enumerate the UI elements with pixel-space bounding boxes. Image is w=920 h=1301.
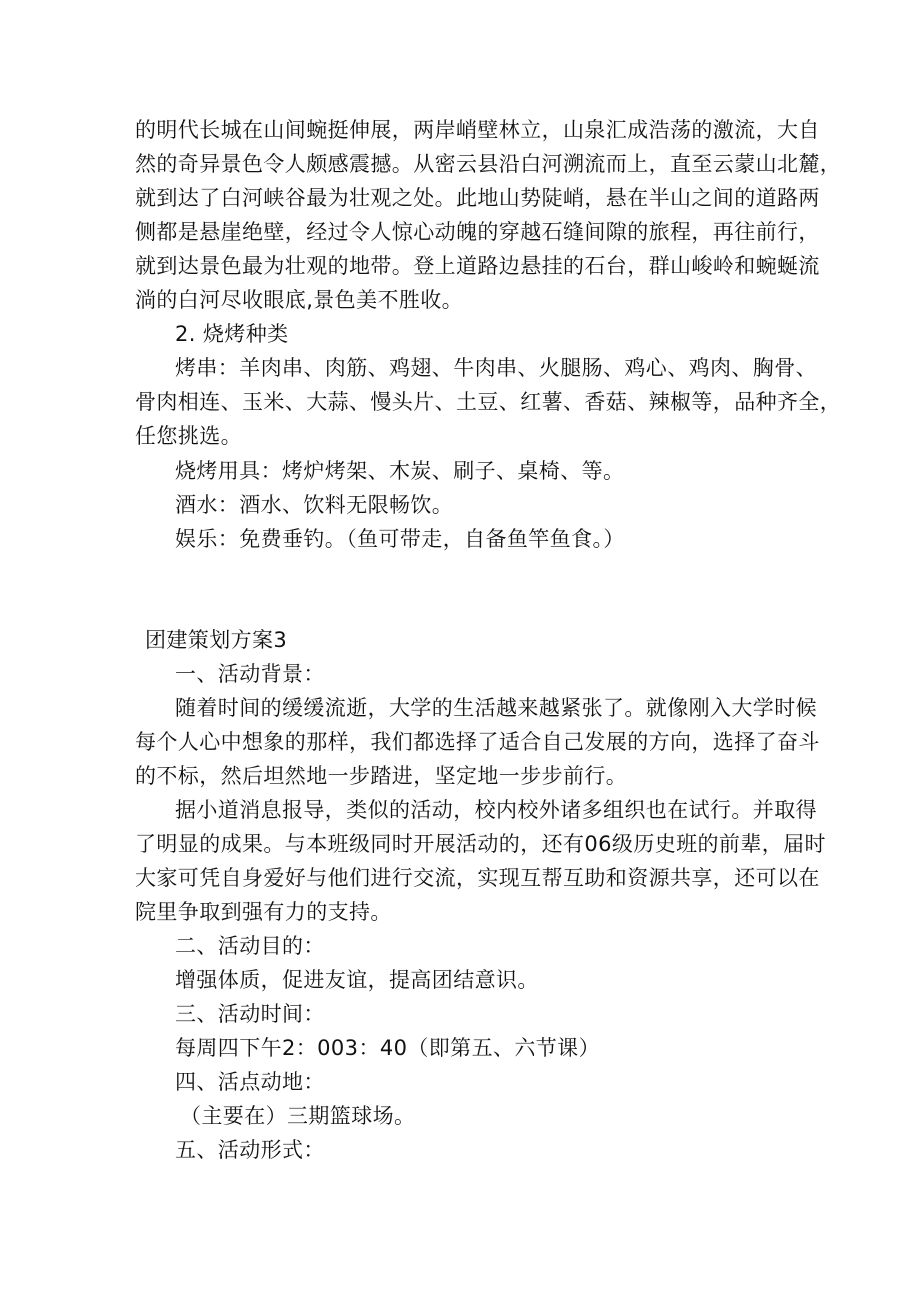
paragraph-line: 侧都是悬崖绝壁，经过令人惊心动魄的穿越石缝间隙的旅程，再往前行， xyxy=(135,220,820,244)
section-title: 团建策划方案3 xyxy=(145,628,288,652)
paragraph-line: 淌的白河尽收眼底,景色美不胜收。 xyxy=(135,288,464,312)
background-paragraph-line: 了明显的成果。与本班级同时开展活动的，还有06级历史班的前辈，届时 xyxy=(135,832,826,856)
skewers-line: 烤串：羊肉串、肉筋、鸡翅、牛肉串、火腿肠、鸡心、鸡肉、胸骨、 xyxy=(175,356,817,380)
purpose-heading: 二、活动目的： xyxy=(175,934,325,958)
background-paragraph-line: 院里争取到强有力的支持。 xyxy=(135,900,392,924)
background-paragraph-line: 大家可凭自身爱好与他们进行交流，实现互帮互助和资源共享，还可以在 xyxy=(135,866,820,890)
skewers-line: 骨肉相连、玉米、大蒜、慢头片、土豆、红薯、香菇、辣椒等，品种齐全， xyxy=(135,390,842,414)
place-text: （主要在）三期篮球场。 xyxy=(180,1104,416,1128)
paragraph-line: 的明代长城在山间蜿挺伸展，两岸峭壁林立，山泉汇成浩荡的激流，大自 xyxy=(135,118,820,142)
time-text: 每周四下午2：003：40（即第五、六节课） xyxy=(175,1036,600,1060)
background-paragraph-line: 的不标，然后坦然地一步踏进，坚定地一步步前行。 xyxy=(135,764,628,788)
background-heading: 一、活动背景： xyxy=(175,662,325,686)
paragraph-line: 然的奇异景色令人颇感震撼。从密云县沿白河溯流而上，直至云蒙山北麓， xyxy=(135,152,842,176)
form-heading: 五、活动形式： xyxy=(175,1138,325,1162)
paragraph-line: 就到达景色最为壮观的地带。登上道路边悬挂的石台，群山峻岭和蜿蜒流 xyxy=(135,254,820,278)
entertainment-line: 娱乐：免费垂钓。（鱼可带走，自备鱼竿鱼食。） xyxy=(175,527,625,551)
background-paragraph-line: 每个人心中想象的那样，我们都选择了适合自己发展的方向，选择了奋斗 xyxy=(135,730,820,754)
purpose-text: 增强体质，促进友谊，提高团结意识。 xyxy=(175,968,539,992)
paragraph-line: 就到达了白河峡谷最为壮观之处。此地山势陡峭，悬在半山之间的道路两 xyxy=(135,186,820,210)
time-heading: 三、活动时间： xyxy=(175,1002,325,1026)
skewers-line: 任您挑选。 xyxy=(135,424,242,448)
tools-line: 烧烤用具：烤炉烤架、木炭、刷子、桌椅、等。 xyxy=(175,459,625,483)
bbq-heading: 2. 烧烤种类 xyxy=(175,322,289,346)
drinks-line: 酒水：酒水、饮料无限畅饮。 xyxy=(175,493,454,517)
background-paragraph-line: 据小道消息报导，类似的活动，校内校外诸多组织也在试行。并取得 xyxy=(175,798,817,822)
background-paragraph-line: 随着时间的缓缓流逝，大学的生活越来越紧张了。就像刚入大学时候 xyxy=(175,696,817,720)
place-heading: 四、活点动地： xyxy=(175,1070,325,1094)
